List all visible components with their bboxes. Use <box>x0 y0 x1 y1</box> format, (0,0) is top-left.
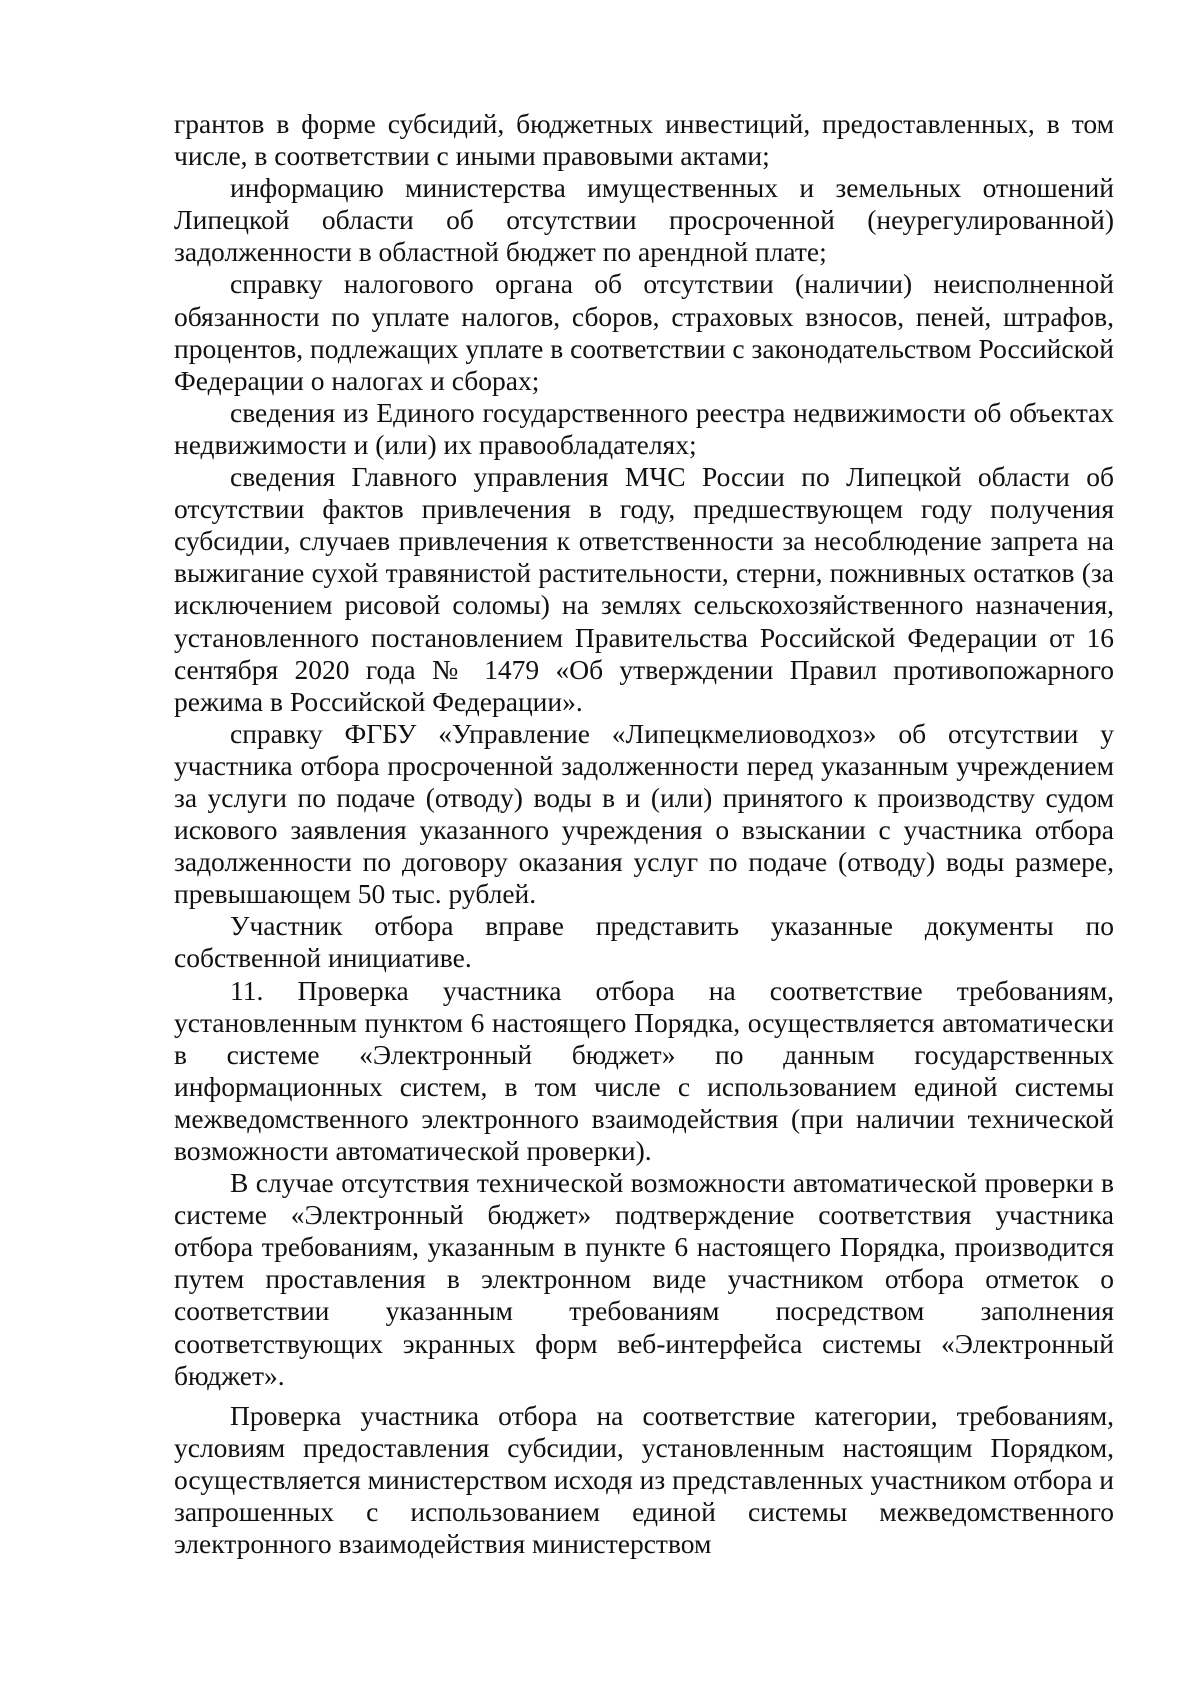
paragraph-ministry-check: Проверка участника отбора на соответствие категории, требованиям, условиям предоставления субсидии, установленным настоящим Порядком, осуществляется министерством исходя из представленных участником отбора и запрошенных с использованием единой системы межведомственного электронного взаимодействия министерством <box>174 1399 1114 1560</box>
paragraph-tax-certificate: справку налогового органа об отсутствии (наличии) неисполненной обязанности по уплате налогов, сборов, страховых взносов, пеней, штрафов, процентов, подлежащих уплате в соответствии с законодательством Российской Федерации о налогах и сборах; <box>174 268 1114 396</box>
paragraph-clause-11: 11. Проверка участника отбора на соответствие требованиям, установленным пунктом 6 настоящего Порядка, осуществляется автоматически в системе «Электронный бюджет» по данным государственных информационных систем, в том числе с использованием единой системы межведомственного электронного взаимодействия (при наличии технической возможности автоматической проверки). <box>174 974 1114 1166</box>
paragraph-real-estate-registry: сведения из Единого государственного реестра недвижимости об объектах недвижимости и (или) их правообладателях; <box>174 396 1114 460</box>
document-page <box>174 108 1114 1560</box>
paragraph-emergency-ministry-info: сведения Главного управления МЧС России по Липецкой области об отсутствии фактов привлечения в году, предшествующем году получения субсидии, случаев привлечения к ответственности за несоблюдение запрета на выжигание сухой травянистой растительности, стерни, пожнивных остатков (за исключением рисовой соломы) на землях сельскохозяйственного назначения, установленного постановлением Правительства Российской Федерации от 16 сентября 2020 года № 1479 «Об утверждении Правил противопожарного режима в Российской Федерации». <box>174 461 1114 717</box>
paragraph-property-ministry-info: информацию министерства имущественных и земельных отношений Липецкой области об отсутствии просроченной (неурегулированной) задолженности в областной бюджет по арендной плате; <box>174 172 1114 268</box>
paragraph-own-initiative: Участник отбора вправе представить указанные документы по собственной инициативе. <box>174 910 1114 974</box>
paragraph-no-auto-check: В случае отсутствия технической возможности автоматической проверки в системе «Электронный бюджет» подтверждение соответствия участника отбора требованиям, указанным в пункте 6 настоящего Порядка, производится путем проставления в электронном виде участником отбора отметок о соответствии указанным требованиям посредством заполнения соответствующих экранных форм веб-интерфейса системы «Электронный бюджет». <box>174 1167 1114 1391</box>
paragraph-grants-continuation: грантов в форме субсидий, бюджетных инвестиций, предоставленных, в том числе, в соответствии с иными правовыми актами; <box>174 108 1114 172</box>
paragraph-melioration-certificate: справку ФГБУ «Управление «Липецкмелиоводхоз» об отсутствии у участника отбора просроченной задолженности перед указанным учреждением за услуги по подаче (отводу) воды в и (или) принятого к производству судом искового заявления указанного учреждения о взыскании с участника отбора задолженности по договору оказания услуг по подаче (отводу) воды размере, превышающем 50 тыс. рублей. <box>174 717 1114 910</box>
